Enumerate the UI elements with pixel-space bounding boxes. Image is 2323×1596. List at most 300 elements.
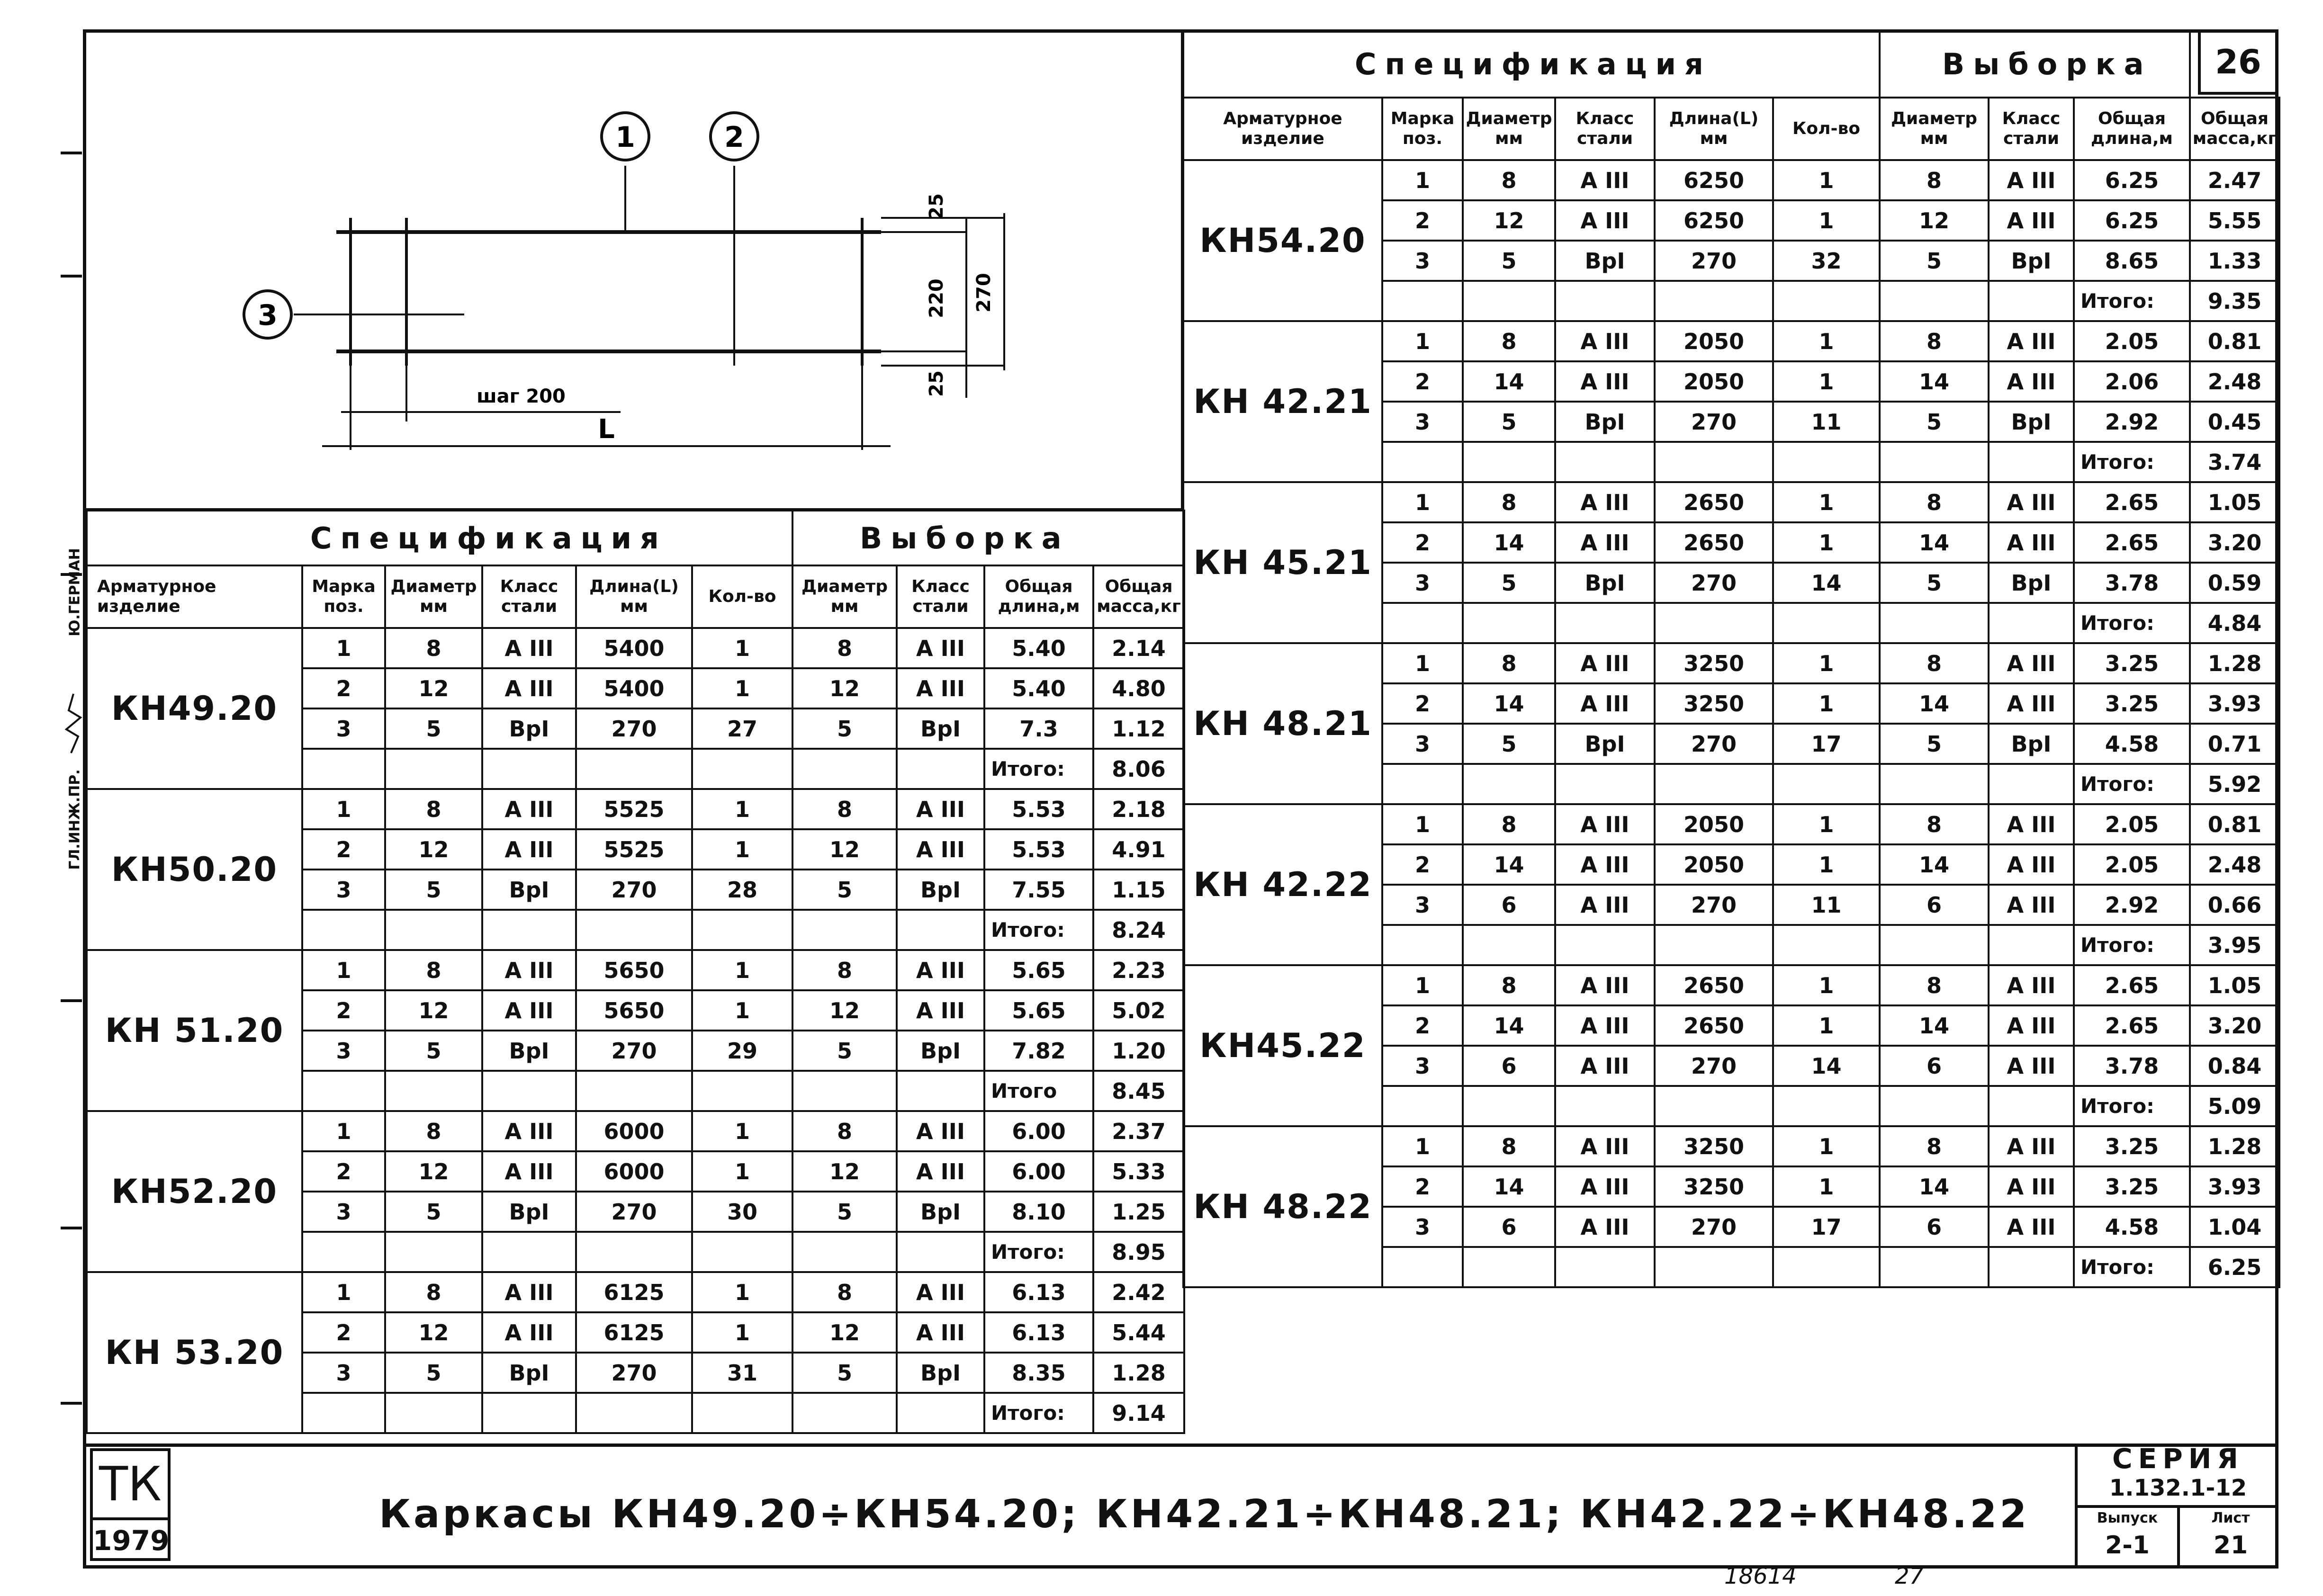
table-cell: А III bbox=[1555, 885, 1655, 925]
archive-number: 18614 bbox=[1724, 1563, 1797, 1589]
table-cell: 2 bbox=[1382, 1166, 1463, 1207]
table-cell: 12 bbox=[385, 829, 482, 870]
table-cell: 2650 bbox=[1655, 965, 1773, 1005]
table-cell: 32 bbox=[1773, 241, 1880, 281]
table-cell: 6 bbox=[1463, 1046, 1555, 1086]
table-cell: 5 bbox=[385, 1192, 482, 1232]
table-cell: 2050 bbox=[1655, 321, 1773, 361]
table-cell: 3.20 bbox=[2190, 522, 2279, 563]
item-name: КН 42.21 bbox=[1183, 321, 1382, 482]
table-cell: 12 bbox=[792, 1151, 897, 1192]
table-cell: 6.00 bbox=[984, 1151, 1093, 1192]
table-cell: 3.93 bbox=[2190, 1166, 2279, 1207]
table-cell: 1.05 bbox=[2190, 482, 2279, 522]
table-cell: А III bbox=[482, 789, 576, 829]
table-cell: 29 bbox=[692, 1031, 792, 1071]
table-cell: 2.48 bbox=[2190, 361, 2279, 402]
total-label: Итого bbox=[984, 1071, 1093, 1111]
table-cell: ВрI bbox=[1989, 241, 2074, 281]
table-cell: 14 bbox=[1880, 683, 1989, 724]
series-value: 1.132.1-12 bbox=[2109, 1475, 2247, 1501]
item-name: КН 42.22 bbox=[1183, 804, 1382, 965]
col-mark: Марка поз. bbox=[302, 565, 385, 628]
tk-label: ТК bbox=[93, 1451, 168, 1520]
item-name: КН 45.21 bbox=[1183, 482, 1382, 643]
table-cell: 5.02 bbox=[1093, 990, 1184, 1031]
table-cell: 12 bbox=[385, 990, 482, 1031]
table-cell: 14 bbox=[1773, 1046, 1880, 1086]
item-name: КН54.20 bbox=[1183, 160, 1382, 321]
table-cell: 8 bbox=[1463, 965, 1555, 1005]
table-cell: 8 bbox=[1880, 482, 1989, 522]
table-cell: 1 bbox=[1382, 804, 1463, 844]
table-cell: 5.65 bbox=[984, 950, 1093, 990]
table-cell: А III bbox=[1555, 643, 1655, 683]
total-label: Итого: bbox=[2074, 1247, 2190, 1287]
table-cell: 5 bbox=[385, 870, 482, 910]
table-cell: 12 bbox=[792, 1312, 897, 1353]
table-cell: 2.23 bbox=[1093, 950, 1184, 990]
series-label: СЕРИЯ bbox=[2112, 1443, 2244, 1475]
table-cell: 0.81 bbox=[2190, 804, 2279, 844]
table-cell: 5 bbox=[385, 708, 482, 749]
table-cell: А III bbox=[897, 950, 984, 990]
spec-title-right: Спецификация bbox=[1183, 30, 1880, 98]
table-cell: 0.71 bbox=[2190, 724, 2279, 764]
table-cell: 1.20 bbox=[1093, 1031, 1184, 1071]
table-cell: ВрI bbox=[482, 870, 576, 910]
table-cell: 2.65 bbox=[2074, 522, 2190, 563]
table-cell: 2.65 bbox=[2074, 965, 2190, 1005]
table-cell: А III bbox=[1555, 683, 1655, 724]
table-cell: 14 bbox=[1463, 1166, 1555, 1207]
table-cell: 1 bbox=[1773, 965, 1880, 1005]
table-cell: 31 bbox=[692, 1353, 792, 1393]
table-cell: 5 bbox=[792, 1192, 897, 1232]
table-cell: 270 bbox=[576, 1192, 692, 1232]
table-cell: 6000 bbox=[576, 1151, 692, 1192]
col-length: Длина(L) мм bbox=[576, 565, 692, 628]
table-cell: 3.25 bbox=[2074, 643, 2190, 683]
col-total-length: Общая длина,м bbox=[984, 565, 1093, 628]
table-cell: ВрI bbox=[1555, 241, 1655, 281]
table-cell: 4.91 bbox=[1093, 829, 1184, 870]
table-cell: 30 bbox=[692, 1192, 792, 1232]
table-cell: 2 bbox=[1382, 522, 1463, 563]
table-cell: 1 bbox=[692, 950, 792, 990]
table-cell: 3 bbox=[1382, 1046, 1463, 1086]
margin-tick bbox=[61, 275, 82, 278]
table-cell: 1 bbox=[692, 789, 792, 829]
table-cell: 8 bbox=[792, 789, 897, 829]
table-cell: 4.80 bbox=[1093, 668, 1184, 708]
table-cell: 5650 bbox=[576, 990, 692, 1031]
table-cell: 8 bbox=[385, 1111, 482, 1151]
side-label-chief-engineer: ГЛ.ИНЖ.ПР. bbox=[66, 769, 83, 870]
item-name: КН 51.20 bbox=[87, 950, 302, 1111]
table-cell: 5.53 bbox=[984, 789, 1093, 829]
table-cell: 8 bbox=[792, 1272, 897, 1312]
table-cell: 3 bbox=[302, 1031, 385, 1071]
table-cell: 5 bbox=[1880, 241, 1989, 281]
table-cell: А III bbox=[1555, 200, 1655, 241]
table-cell: 6250 bbox=[1655, 160, 1773, 200]
col-qty: Кол-во bbox=[692, 565, 792, 628]
table-cell: А III bbox=[1989, 804, 2074, 844]
table-cell: А III bbox=[482, 1272, 576, 1312]
table-cell: 7.55 bbox=[984, 870, 1093, 910]
table-cell: 8 bbox=[1880, 965, 1989, 1005]
table-cell: 2 bbox=[1382, 361, 1463, 402]
table-cell: 5.65 bbox=[984, 990, 1093, 1031]
table-cell: 6 bbox=[1880, 885, 1989, 925]
table-cell: А III bbox=[1989, 361, 2074, 402]
table-cell: 8 bbox=[385, 1272, 482, 1312]
table-row bbox=[1183, 482, 2279, 522]
table-cell: А III bbox=[1555, 361, 1655, 402]
table-cell: 12 bbox=[1880, 200, 1989, 241]
table-row bbox=[87, 789, 1184, 829]
table-cell: 5 bbox=[385, 1031, 482, 1071]
table-cell: 14 bbox=[1880, 522, 1989, 563]
table-cell: 5 bbox=[1463, 402, 1555, 442]
table-cell: 8.10 bbox=[984, 1192, 1093, 1232]
table-cell: ВрI bbox=[1989, 402, 2074, 442]
table-cell: 3.93 bbox=[2190, 683, 2279, 724]
table-cell: 5 bbox=[792, 1353, 897, 1393]
total-value: 5.09 bbox=[2190, 1086, 2279, 1126]
col-mark-r: Марка поз. bbox=[1382, 98, 1463, 160]
item-name: КН50.20 bbox=[87, 789, 302, 950]
table-cell: 1 bbox=[302, 789, 385, 829]
table-cell: 3 bbox=[302, 1353, 385, 1393]
table-cell: А III bbox=[1555, 844, 1655, 885]
table-cell: ВрI bbox=[1555, 402, 1655, 442]
table-cell: 7.3 bbox=[984, 708, 1093, 749]
col-qty-r: Кол-во bbox=[1773, 98, 1880, 160]
table-cell: 270 bbox=[1655, 885, 1773, 925]
sheet-number: 26 bbox=[2215, 43, 2261, 81]
sheet-value: 21 bbox=[2213, 1531, 2248, 1560]
table-cell: А III bbox=[1989, 482, 2074, 522]
table-cell: 6 bbox=[1463, 1207, 1555, 1247]
total-label: Итого: bbox=[2074, 1086, 2190, 1126]
table-cell: 5650 bbox=[576, 950, 692, 990]
table-cell: 8 bbox=[1880, 321, 1989, 361]
col-total-length-r: Общая длина,м bbox=[2074, 98, 2190, 160]
tk-box bbox=[90, 1448, 171, 1561]
table-cell: А III bbox=[1989, 683, 2074, 724]
table-cell: 6125 bbox=[576, 1272, 692, 1312]
table-cell: А III bbox=[482, 628, 576, 668]
table-cell: 1 bbox=[692, 1312, 792, 1353]
table-cell: 6.13 bbox=[984, 1272, 1093, 1312]
table-cell: 27 bbox=[692, 708, 792, 749]
table-cell: А III bbox=[1989, 844, 2074, 885]
table-row bbox=[87, 628, 1184, 668]
table-cell: 1 bbox=[1773, 1126, 1880, 1166]
table-cell: А III bbox=[897, 628, 984, 668]
table-cell: А III bbox=[1989, 1046, 2074, 1086]
table-cell: 1 bbox=[1773, 643, 1880, 683]
table-row bbox=[1183, 321, 2279, 361]
table-cell: А III bbox=[1555, 321, 1655, 361]
table-cell: А III bbox=[897, 1111, 984, 1151]
dim-25-bottom: 25 bbox=[926, 370, 947, 397]
dim-270: 270 bbox=[973, 273, 995, 313]
spec-table-left bbox=[86, 510, 1185, 1434]
table-cell: 2.18 bbox=[1093, 789, 1184, 829]
table-cell: 3250 bbox=[1655, 643, 1773, 683]
table-cell: 270 bbox=[1655, 1207, 1773, 1247]
table-cell: 3250 bbox=[1655, 1166, 1773, 1207]
table-cell: 8 bbox=[1880, 643, 1989, 683]
table-row bbox=[1183, 1126, 2279, 1166]
table-cell: 3 bbox=[1382, 241, 1463, 281]
table-cell: 270 bbox=[1655, 724, 1773, 764]
col-total-mass-r: Общая масса,кг bbox=[2190, 98, 2279, 160]
table-cell: 14 bbox=[1463, 361, 1555, 402]
total-label: Итого: bbox=[984, 749, 1093, 789]
table-cell: 11 bbox=[1773, 885, 1880, 925]
table-cell: 2 bbox=[1382, 844, 1463, 885]
col-diameter-r: Диаметр мм bbox=[1463, 98, 1555, 160]
table-cell: 5525 bbox=[576, 789, 692, 829]
table-cell: 5 bbox=[1880, 724, 1989, 764]
table-cell: 270 bbox=[576, 708, 692, 749]
table-cell: 1 bbox=[1773, 1166, 1880, 1207]
table-cell: 1 bbox=[692, 1111, 792, 1151]
dim-25-top: 25 bbox=[926, 193, 947, 220]
col-item-r: Арматурное изделие bbox=[1183, 98, 1382, 160]
table-cell: 2650 bbox=[1655, 522, 1773, 563]
table-cell: 5.33 bbox=[1093, 1151, 1184, 1192]
table-cell: 14 bbox=[1463, 844, 1555, 885]
table-cell: 12 bbox=[385, 1312, 482, 1353]
table-cell: А III bbox=[482, 950, 576, 990]
table-cell: 1 bbox=[1773, 804, 1880, 844]
total-value: 8.45 bbox=[1093, 1071, 1184, 1111]
table-cell: ВрI bbox=[897, 708, 984, 749]
table-cell: 3.25 bbox=[2074, 1166, 2190, 1207]
table-cell: 3.25 bbox=[2074, 683, 2190, 724]
item-name: КН 53.20 bbox=[87, 1272, 302, 1433]
table-cell: 270 bbox=[576, 870, 692, 910]
table-cell: 8 bbox=[1880, 804, 1989, 844]
table-cell: 270 bbox=[1655, 402, 1773, 442]
table-cell: 1.15 bbox=[1093, 870, 1184, 910]
table-cell: 8 bbox=[792, 950, 897, 990]
item-name: КН45.22 bbox=[1183, 965, 1382, 1126]
table-cell: А III bbox=[1555, 1207, 1655, 1247]
total-value: 5.92 bbox=[2190, 764, 2279, 804]
total-value: 6.25 bbox=[2190, 1247, 2279, 1287]
table-cell: 2 bbox=[302, 829, 385, 870]
table-cell: А III bbox=[1555, 1005, 1655, 1046]
side-label-designer: Ю.ГЕРМАН bbox=[66, 547, 83, 637]
table-cell: 17 bbox=[1773, 1207, 1880, 1247]
callout-2: 2 bbox=[724, 121, 744, 154]
table-cell: 0.59 bbox=[2190, 563, 2279, 603]
item-name: КН52.20 bbox=[87, 1111, 302, 1272]
page-number: 27 bbox=[1895, 1563, 1924, 1589]
total-label: Итого: bbox=[2074, 925, 2190, 965]
table-cell: А III bbox=[897, 668, 984, 708]
table-cell: 5.55 bbox=[2190, 200, 2279, 241]
table-cell: ВрI bbox=[897, 1031, 984, 1071]
table-cell: ВрI bbox=[1989, 724, 2074, 764]
table-cell: 1 bbox=[692, 668, 792, 708]
table-cell: А III bbox=[482, 668, 576, 708]
signature bbox=[57, 691, 90, 758]
table-cell: 2.14 bbox=[1093, 628, 1184, 668]
table-cell: 2650 bbox=[1655, 1005, 1773, 1046]
table-cell: 0.81 bbox=[2190, 321, 2279, 361]
total-value: 8.95 bbox=[1093, 1232, 1184, 1272]
table-cell: А III bbox=[1989, 321, 2074, 361]
table-row bbox=[87, 1111, 1184, 1151]
table-cell: 6000 bbox=[576, 1111, 692, 1151]
table-cell: 6.13 bbox=[984, 1312, 1093, 1353]
total-label: Итого: bbox=[984, 1393, 1093, 1433]
table-cell: А III bbox=[1989, 1126, 2074, 1166]
total-label: Итого: bbox=[2074, 281, 2190, 321]
table-cell: 2050 bbox=[1655, 804, 1773, 844]
table-cell: 17 bbox=[1773, 724, 1880, 764]
total-value: 9.35 bbox=[2190, 281, 2279, 321]
total-label: Итого: bbox=[2074, 764, 2190, 804]
callout-1: 1 bbox=[615, 121, 635, 154]
col-sel-diameter-r: Диаметр мм bbox=[1880, 98, 1989, 160]
col-diameter: Диаметр мм bbox=[385, 565, 482, 628]
table-cell: 5 bbox=[792, 1031, 897, 1071]
table-cell: 6 bbox=[1880, 1207, 1989, 1247]
table-cell: 8.35 bbox=[984, 1353, 1093, 1393]
table-cell: А III bbox=[1555, 965, 1655, 1005]
dim-220: 220 bbox=[926, 278, 947, 318]
table-cell: 6 bbox=[1880, 1046, 1989, 1086]
table-cell: 5 bbox=[1880, 563, 1989, 603]
table-cell: 1.05 bbox=[2190, 965, 2279, 1005]
item-name: КН49.20 bbox=[87, 628, 302, 789]
table-cell: 4.58 bbox=[2074, 724, 2190, 764]
table-cell: А III bbox=[1555, 160, 1655, 200]
margin-tick bbox=[61, 999, 82, 1002]
table-cell: 14 bbox=[1880, 361, 1989, 402]
table-cell: А III bbox=[1989, 1207, 2074, 1247]
table-cell: ВрI bbox=[482, 1031, 576, 1071]
table-cell: 2.92 bbox=[2074, 402, 2190, 442]
margin-tick bbox=[61, 1227, 82, 1229]
table-cell: 1 bbox=[302, 1272, 385, 1312]
table-cell: А III bbox=[1555, 522, 1655, 563]
table-cell: 1 bbox=[1773, 522, 1880, 563]
table-cell: 1.28 bbox=[2190, 643, 2279, 683]
table-cell: 1 bbox=[692, 990, 792, 1031]
table-cell: 1 bbox=[1382, 160, 1463, 200]
total-value: 4.84 bbox=[2190, 603, 2279, 643]
table-cell: 3.78 bbox=[2074, 1046, 2190, 1086]
table-cell: 5.40 bbox=[984, 668, 1093, 708]
table-cell: А III bbox=[1989, 1005, 2074, 1046]
table-cell: 2.65 bbox=[2074, 1005, 2190, 1046]
table-cell: 8 bbox=[1463, 804, 1555, 844]
table-cell: 5525 bbox=[576, 829, 692, 870]
table-cell: 1.33 bbox=[2190, 241, 2279, 281]
table-cell: 270 bbox=[1655, 563, 1773, 603]
margin-tick bbox=[61, 152, 82, 154]
table-cell: А III bbox=[1555, 1166, 1655, 1207]
table-cell: 2 bbox=[1382, 1005, 1463, 1046]
total-label: Итого: bbox=[984, 1232, 1093, 1272]
table-cell: 8 bbox=[1463, 1126, 1555, 1166]
table-cell: А III bbox=[1989, 522, 2074, 563]
table-cell: 7.82 bbox=[984, 1031, 1093, 1071]
table-cell: 1 bbox=[1773, 683, 1880, 724]
series-box bbox=[2075, 1444, 2278, 1569]
selection-title-left: Выборка bbox=[792, 511, 1184, 565]
table-cell: 1 bbox=[1773, 200, 1880, 241]
table-cell: 8 bbox=[1880, 1126, 1989, 1166]
table-cell: 1.12 bbox=[1093, 708, 1184, 749]
table-cell: 2650 bbox=[1655, 482, 1773, 522]
table-cell: 3 bbox=[302, 708, 385, 749]
total-value: 8.24 bbox=[1093, 910, 1184, 950]
item-name: КН 48.21 bbox=[1183, 643, 1382, 804]
table-cell: А III bbox=[897, 829, 984, 870]
table-cell: 1.04 bbox=[2190, 1207, 2279, 1247]
table-cell: 2.47 bbox=[2190, 160, 2279, 200]
table-cell: 2.42 bbox=[1093, 1272, 1184, 1312]
table-cell: 3 bbox=[1382, 1207, 1463, 1247]
table-cell: 6 bbox=[1463, 885, 1555, 925]
table-cell: 6.00 bbox=[984, 1111, 1093, 1151]
table-cell: 1 bbox=[1382, 1126, 1463, 1166]
table-cell: ВрI bbox=[897, 1192, 984, 1232]
table-cell: 2050 bbox=[1655, 361, 1773, 402]
table-cell: 6.25 bbox=[2074, 160, 2190, 200]
table-cell: 8 bbox=[792, 628, 897, 668]
table-row bbox=[87, 1272, 1184, 1312]
table-cell: 12 bbox=[385, 1151, 482, 1192]
table-cell: А III bbox=[1555, 482, 1655, 522]
table-cell: 5 bbox=[1463, 724, 1555, 764]
table-cell: 1 bbox=[1382, 321, 1463, 361]
table-cell: 8 bbox=[1463, 160, 1555, 200]
total-label: Итого: bbox=[984, 910, 1093, 950]
table-cell: 12 bbox=[385, 668, 482, 708]
cage-drawing bbox=[85, 33, 1175, 502]
table-cell: ВрI bbox=[897, 870, 984, 910]
table-cell: 8 bbox=[1463, 643, 1555, 683]
table-cell: 5.40 bbox=[984, 628, 1093, 668]
table-cell: 1 bbox=[1773, 844, 1880, 885]
table-cell: 6250 bbox=[1655, 200, 1773, 241]
col-sel-steel-r: Класс стали bbox=[1989, 98, 2074, 160]
col-item: Арматурное изделие bbox=[87, 565, 302, 628]
table-row bbox=[87, 950, 1184, 990]
table-cell: ВрI bbox=[482, 1192, 576, 1232]
table-cell: 2.48 bbox=[2190, 844, 2279, 885]
spec-table-right bbox=[1182, 29, 2280, 1288]
table-cell: ВрI bbox=[1555, 724, 1655, 764]
table-cell: 12 bbox=[792, 990, 897, 1031]
col-length-r: Длина(L) мм bbox=[1655, 98, 1773, 160]
total-value: 3.95 bbox=[2190, 925, 2279, 965]
table-cell: 12 bbox=[1463, 200, 1555, 241]
callout-3: 3 bbox=[258, 299, 278, 332]
table-cell: 5400 bbox=[576, 628, 692, 668]
